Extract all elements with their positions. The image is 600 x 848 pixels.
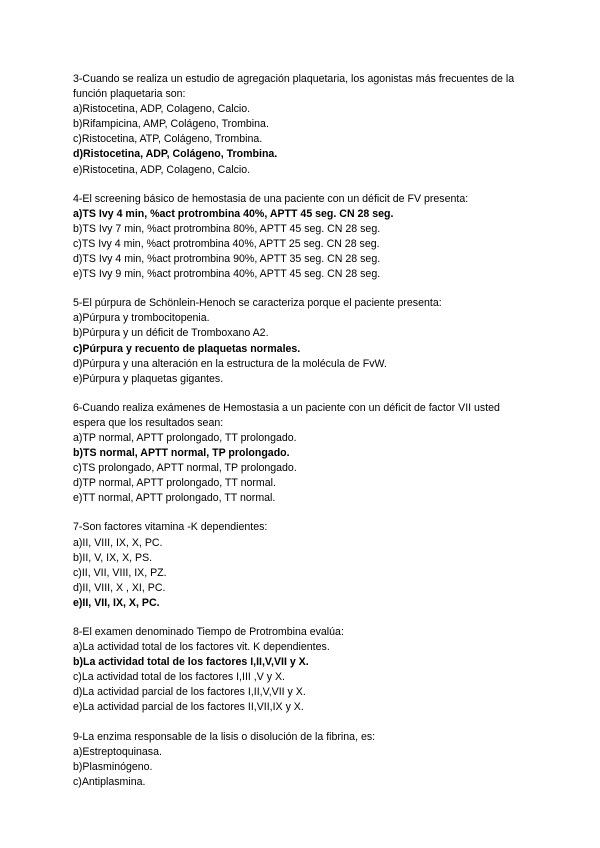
answer-option-correct: b)TS normal, APTT normal, TP prolongado. xyxy=(73,447,290,460)
question-block xyxy=(73,296,533,387)
answer-option: a)Estreptoquinasa. xyxy=(73,745,162,758)
answer-option: c)II, VII, VIII, IX, PZ. xyxy=(73,566,167,579)
answer-option: c)Ristocetina, ATP, Colágeno, Trombina. xyxy=(73,133,263,146)
question-stem: 3-Cuando se realiza un estudio de agregación plaquetaria, los agonistas más frecuentes de la función plaquetaria son: xyxy=(73,73,515,101)
answer-option: e)TT normal, APTT prolongado, TT normal. xyxy=(73,492,276,505)
question-block xyxy=(73,72,533,178)
answer-option-correct: d)Ristocetina, ADP, Colágeno, Trombina. xyxy=(73,148,278,161)
question-stem: 8-El examen denominado Tiempo de Protrombina evalúa: xyxy=(73,626,344,638)
question-block xyxy=(73,401,533,507)
answer-option: c)La actividad total de los factores I,III ,V y X. xyxy=(73,671,285,684)
answer-option: b)Rifampicina, AMP, Colágeno, Trombina. xyxy=(73,118,269,131)
answer-option: c)TS Ivy 4 min, %act protrombina 40%, APTT 25 seg. CN 28 seg. xyxy=(73,237,380,250)
answer-option: e)La actividad parcial de los factores II,VII,IX y X. xyxy=(73,701,304,714)
answer-option: a)La actividad total de los factores vit. K dependientes. xyxy=(73,641,330,654)
answer-option: b)Plasminógeno. xyxy=(73,760,153,773)
answer-option: e)TS Ivy 9 min, %act protrombina 40%, APTT 45 seg. CN 28 seg. xyxy=(73,268,381,281)
answer-option: a)TP normal, APTT prolongado, TT prolongado. xyxy=(73,431,297,444)
answer-option: a)II, VIII, IX, X, PC. xyxy=(73,536,163,549)
answer-option: d)Púrpura y una alteración en la estructura de la molécula de FvW. xyxy=(73,357,387,370)
answer-option: d)La actividad parcial de los factores I,II,V,VII y X. xyxy=(73,686,306,699)
answer-option: b)II, V, IX, X, PS. xyxy=(73,551,153,564)
answer-option-correct: a)TS Ivy 4 min, %act protrombina 40%, APTT 45 seg. CN 28 seg. xyxy=(73,207,394,220)
question-stem: 6-Cuando realiza exámenes de Hemostasia a un paciente con un déficit de factor VII usted espera que los resultados sean: xyxy=(73,401,500,429)
answer-option-correct: b)La actividad total de los factores I,II,V,VII y X. xyxy=(73,656,309,669)
answer-option-correct: e)II, VII, IX, X, PC. xyxy=(73,596,160,609)
answer-option: d)II, VIII, X , XI, PC. xyxy=(73,581,166,594)
answer-option: b)Púrpura y un déficit de Tromboxano A2. xyxy=(73,327,269,340)
question-list xyxy=(73,72,533,804)
question-stem: 9-La enzima responsable de la lisis o disolución de la fibrina, es: xyxy=(73,730,376,743)
answer-option: e)Ristocetina, ADP, Colageno, Calcio. xyxy=(73,163,251,176)
answer-option: e)Púrpura y plaquetas gigantes. xyxy=(73,372,224,385)
question-stem: 4-El screening básico de hemostasia de una paciente con un déficit de FV presenta: xyxy=(73,192,469,205)
question-stem: 5-El púrpura de Schönlein-Henoch se caracteriza porque el paciente presenta: xyxy=(73,297,442,310)
question-block xyxy=(73,730,533,790)
question-block xyxy=(73,520,533,611)
answer-option: d)TS Ivy 4 min, %act protrombina 90%, APTT 35 seg. CN 28 seg. xyxy=(73,253,381,266)
answer-option: a)Ristocetina, ADP, Colageno, Calcio. xyxy=(73,103,251,116)
answer-option: c)TS prolongado, APTT normal, TP prolongado. xyxy=(73,462,297,475)
answer-option: d)TP normal, APTT prolongado, TT normal. xyxy=(73,477,276,490)
question-block xyxy=(73,625,533,716)
question-stem: 7-Son factores vitamina -K dependientes: xyxy=(73,521,268,534)
answer-option: b)TS Ivy 7 min, %act protrombina 80%, APTT 45 seg. CN 28 seg. xyxy=(73,222,381,235)
answer-option-correct: c)Púrpura y recuento de plaquetas normales. xyxy=(73,342,301,355)
question-block xyxy=(73,192,533,283)
answer-option: c)Antiplasmina. xyxy=(73,775,146,788)
answer-option: a)Púrpura y trombocitopenia. xyxy=(73,312,210,325)
